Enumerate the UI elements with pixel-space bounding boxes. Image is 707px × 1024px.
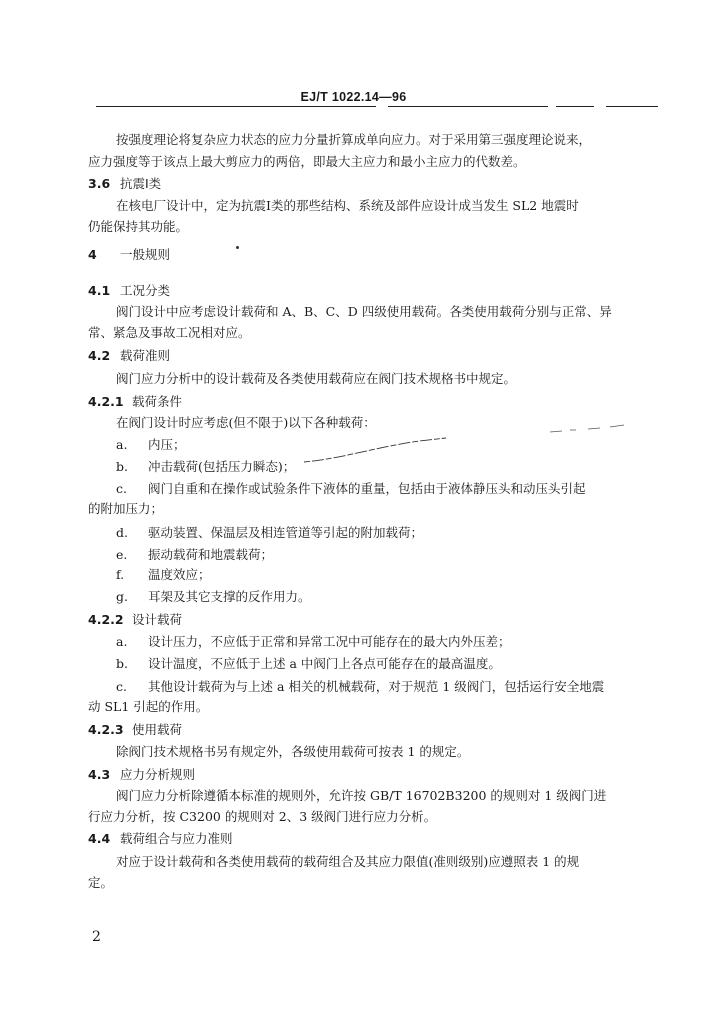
section-title: 载荷准则 [120, 348, 171, 363]
section-title: 使用载荷 [132, 722, 183, 737]
section-title: 抗震Ⅰ类 [120, 176, 162, 191]
paragraph-line: 在核电厂设计中，定为抗震Ⅰ类的那些结构、系统及部件应设计成当发生 SL2 地震时 [116, 198, 579, 213]
paragraph-line: 除阀门技术规格书另有规定外，各级使用载荷可按表 1 的规定。 [116, 744, 470, 759]
list-marker: d. [116, 525, 128, 540]
continuation-line: 的附加压力； [88, 501, 164, 516]
paragraph-line: 阀门设计中应考虑设计载荷和 A、B、C、D 四级使用载荷。各类使用载荷分别与正常、异 [116, 304, 612, 319]
list-marker: a. [116, 437, 128, 452]
paragraph-line: 在阀门设计时应考虑(但不限于)以下各种载荷： [116, 415, 376, 430]
continuation-line: 动 SL1 引起的作用。 [88, 699, 209, 714]
list-item [116, 678, 604, 696]
header-rule [96, 106, 376, 107]
section-heading [88, 830, 233, 848]
list-item-text: 阀门自重和在操作或试验条件下液体的重量，包括由于液体静压头和动压头引起 [148, 481, 586, 496]
section-title: 设计载荷 [132, 612, 183, 627]
list-marker: b. [116, 656, 128, 671]
continuation-line: 常、紧急及事故工况相对应。 [88, 325, 251, 340]
section-number: 4 [88, 247, 97, 262]
section-heading [88, 611, 182, 629]
section-number: 3.6 [88, 176, 111, 191]
section-heading [88, 175, 161, 193]
header-rule [388, 106, 548, 107]
section-heading [88, 721, 182, 739]
section-heading [88, 282, 170, 300]
list-item-text: 温度效应； [148, 567, 211, 582]
list-marker: a. [116, 634, 128, 649]
section-heading [88, 766, 195, 784]
section-heading [88, 393, 182, 411]
page-number: 2 [92, 929, 101, 945]
list-marker: f. [116, 567, 125, 582]
list-marker: b. [116, 459, 128, 474]
list-item-text: 冲击载荷(包括压力瞬态)； [148, 459, 296, 474]
list-item [116, 436, 186, 454]
section-title: 工况分类 [120, 283, 171, 298]
paragraph-line: 阀门应力分析除遵循本标准的规则外，允许按 GB/T 16702B3200 的规则对 1 级阀门进 [116, 788, 607, 803]
section-number: 4.3 [88, 767, 111, 782]
list-marker: c. [116, 481, 127, 496]
continuation-line: 行应力分析，按 C3200 的规则对 2、3 级阀门进行应力分析。 [88, 809, 437, 824]
list-item [116, 566, 211, 584]
list-item-text: 设计温度，不应低于上述 a 中阀门上各点可能存在的最高温度。 [148, 656, 501, 671]
list-item [116, 524, 423, 542]
section-number: 4.2.2 [88, 612, 124, 627]
paragraph-line: 按强度理论将复杂应力状态的应力分量折算成单向应力。对于采用第三强度理论说来， [116, 132, 592, 147]
list-item [116, 546, 273, 564]
section-heading [88, 347, 170, 365]
list-item [116, 588, 311, 606]
section-number: 4.1 [88, 283, 111, 298]
list-item [116, 633, 511, 651]
list-item [116, 480, 586, 498]
list-marker: g. [116, 589, 128, 604]
section-title: 一般规则 [120, 247, 171, 262]
section-number: 4.2 [88, 348, 111, 363]
standard-number-header: EJ/T 1022.14—96 [300, 90, 407, 104]
list-item [116, 655, 501, 673]
list-marker: e. [116, 547, 128, 562]
continuation-line: 应力强度等于该点上最大剪应力的两倍，即最大主应力和最小主应力的代数差。 [88, 154, 526, 169]
continuation-line: 定。 [88, 875, 114, 890]
section-number: 4.2.3 [88, 722, 124, 737]
section-title: 载荷组合与应力准则 [120, 831, 233, 846]
list-item-text: 驱动装置、保温层及相连管道等引起的附加载荷； [148, 525, 424, 540]
list-item [116, 458, 295, 476]
list-item-text: 设计压力，不应低于正常和异常工况中可能存在的最大内外压差； [148, 634, 511, 649]
paragraph-line: 阀门应力分析中的设计载荷及各类使用载荷应在阀门技术规格书中规定。 [116, 371, 517, 386]
section-number: 4.4 [88, 831, 111, 846]
header-rule [556, 106, 594, 107]
section-title: 载荷条件 [132, 394, 183, 409]
pen-scribble [300, 432, 450, 468]
continuation-line: 仍能保持其功能。 [88, 219, 189, 234]
section-heading [88, 246, 170, 264]
section-title: 应力分析规则 [120, 767, 196, 782]
list-item-text: 振动载荷和地震载荷； [148, 547, 274, 562]
list-item-text: 内压； [148, 437, 186, 452]
list-item-text: 其他设计载荷为与上述 a 相关的机械载荷，对于规范 1 级阀门，包括运行安全地震 [148, 679, 605, 694]
pen-mark [548, 424, 628, 436]
section-number: 4.2.1 [88, 394, 124, 409]
header-rule [606, 106, 658, 107]
list-marker: c. [116, 679, 127, 694]
paragraph-line: 对应于设计载荷和各类使用载荷的载荷组合及其应力限值(准则级别)应遵照表 1 的规 [116, 854, 580, 869]
list-item-text: 耳架及其它支撑的反作用力。 [148, 589, 311, 604]
scan-speck [236, 246, 239, 249]
